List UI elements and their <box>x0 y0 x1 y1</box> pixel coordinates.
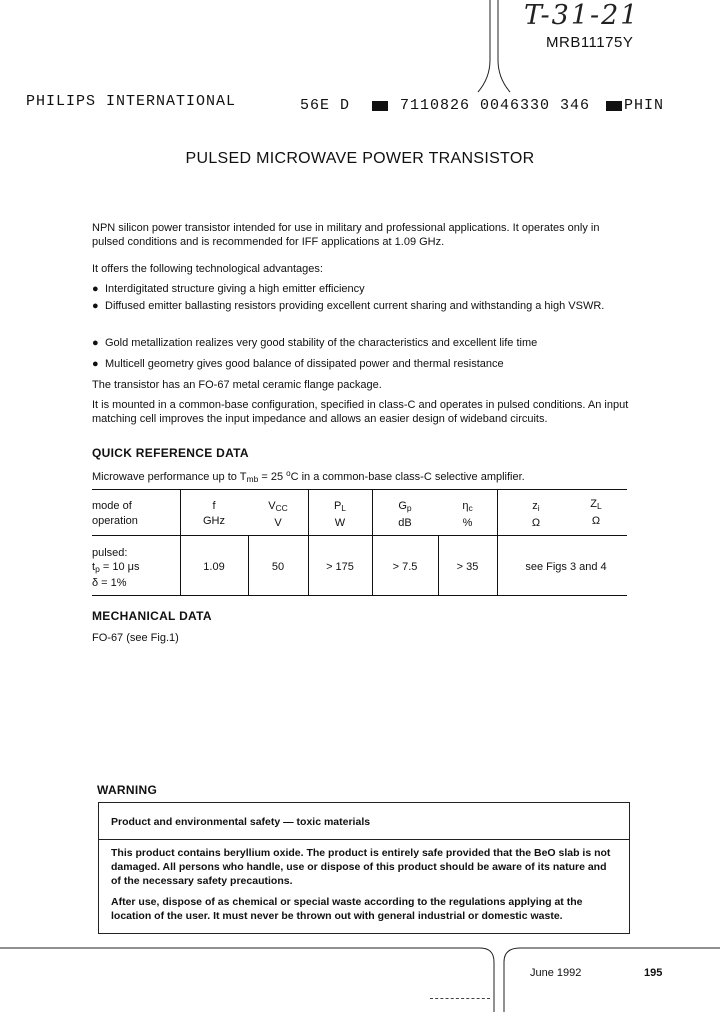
condition-text: Microwave performance up to T <box>92 471 247 483</box>
bullet-dot-icon: ● <box>92 300 99 312</box>
header-mode <box>92 499 138 529</box>
row-impedance: see Figs 3 and 4 <box>525 561 607 573</box>
footer-rule <box>0 930 720 1012</box>
header-efficiency <box>438 499 497 531</box>
frequency-symbol: f <box>212 500 216 512</box>
section-code: 56E D <box>300 97 351 114</box>
zl-sub: L <box>597 501 602 511</box>
zl-unit: Ω <box>591 515 601 527</box>
vcc-symbol: V <box>268 500 276 512</box>
mechanical-text: FO-67 (see Fig.1) <box>92 632 179 644</box>
bullet-text: Multicell geometry gives good balance of dissipated power and thermal resistance <box>105 358 504 370</box>
mounting-text: It is mounted in a common-base configuration, specified in class-C and operates in pulsed conditions. An input matching cell improves the input impedance and allows an easier design of wideband circuits. <box>92 399 629 425</box>
condition-suffix: C in a common-base class-C selective amplifier. <box>290 471 525 483</box>
condition-degree: o <box>286 469 291 478</box>
vcc-sub: CC <box>275 503 288 513</box>
black-mark-2 <box>606 101 622 111</box>
gp-symbol: G <box>398 500 407 512</box>
quick-reference-heading: QUICK REFERENCE DATA <box>92 446 249 460</box>
bullet-dot-icon: ● <box>92 358 99 370</box>
tp-sub: p <box>95 564 100 574</box>
warning-heading: WARNING <box>97 783 158 797</box>
row-frequency: 1.09 <box>203 561 225 573</box>
gp-sub: p <box>406 503 412 513</box>
bullet-text: Gold metallization realizes very good stability of the characteristics and excellent life time <box>105 337 538 349</box>
row-mode <box>92 546 139 590</box>
pl-unit: W <box>334 517 346 529</box>
handwritten-reference: T-31-21 <box>524 0 640 31</box>
part-number: MRB11175Y <box>546 34 634 51</box>
bullet-text: Interdigitated structure giving a high emitter efficiency <box>105 283 365 295</box>
table-top-rule <box>92 489 627 490</box>
eta-symbol: η <box>462 500 469 512</box>
warning-paragraph-2: After use, dispose of as chemical or special waste according to the regulations applying at the location of the user. It must never be thrown out with general industrial or domestic waste. <box>111 896 583 922</box>
condition-eq: = 25 <box>258 471 287 483</box>
header-gain <box>372 499 438 531</box>
bullet-dot-icon: ● <box>92 337 99 349</box>
company-name: PHILIPS INTERNATIONAL <box>26 93 237 110</box>
warning-box <box>98 802 630 934</box>
bullet-item <box>92 357 625 371</box>
advantages-lead: It offers the following technological advantages: <box>92 263 323 275</box>
pl-symbol: P <box>333 500 342 512</box>
zl-symbol: Z <box>590 498 597 510</box>
footer-page-number: 195 <box>644 967 663 979</box>
duty-cycle: δ = 1% <box>92 577 127 589</box>
pl-sub: L <box>341 503 347 513</box>
black-mark-1 <box>372 101 388 111</box>
header-zl <box>568 497 624 529</box>
eta-unit: % <box>462 517 473 529</box>
warning-paragraph-1: This product contains beryllium oxide. The product is entirely safe provided that the BeO slab is not damaged. All persons who handle, use or dispose of this product should be aware of its nature and of the necessary safety precautions. <box>111 847 611 887</box>
bullet-item <box>92 299 605 313</box>
table-header-rule <box>92 535 627 536</box>
bullet-dot-icon: ● <box>92 283 99 295</box>
header-frequency <box>180 499 248 529</box>
row-mode-line1: pulsed: <box>92 547 128 559</box>
row-efficiency: > 35 <box>456 561 479 573</box>
warning-box-divider <box>99 839 629 840</box>
mode-label-line1: mode of <box>92 500 132 512</box>
footer-date: June 1992 <box>530 967 582 979</box>
bullet-text: Diffused emitter ballasting resistors providing excellent current sharing and withstanding a high VSWR. <box>105 300 605 312</box>
quick-reference-condition <box>92 467 632 486</box>
gp-unit: dB <box>398 517 412 529</box>
catalog-code: 7110826 0046330 346 <box>400 97 591 114</box>
phin-suffix: PHIN <box>624 97 665 114</box>
bullet-item <box>92 282 625 296</box>
vcc-unit: V <box>274 517 282 529</box>
tp-symbol: t <box>92 561 96 573</box>
table-bottom-rule <box>92 595 627 596</box>
row-gain: > 7.5 <box>392 561 418 573</box>
mode-label-line2: operation <box>92 515 138 527</box>
tp-value: = 10 μs <box>99 561 140 573</box>
row-vcc: 50 <box>271 561 285 573</box>
zi-sub: i <box>537 503 540 513</box>
frequency-unit: GHz <box>203 515 225 527</box>
mechanical-heading: MECHANICAL DATA <box>92 609 212 623</box>
intro-paragraph: NPN silicon power transistor intended for use in military and professional applications. It operates only in pulsed conditions and is recommended for IFF applications at 1.09 GHz. <box>92 222 600 248</box>
warning-box-title: Product and environmental safety — toxic materials <box>111 816 371 828</box>
row-output-power: > 175 <box>326 561 354 573</box>
package-text: The transistor has an FO-67 metal ceramic flange package. <box>92 379 382 391</box>
eta-sub: c <box>468 503 473 513</box>
table-col-divider <box>497 489 498 595</box>
zi-unit: Ω <box>531 517 541 529</box>
zi-symbol: z <box>532 500 538 512</box>
header-zi <box>508 499 564 531</box>
condition-sub: mb <box>246 474 259 484</box>
header-output-power <box>308 499 372 531</box>
bullet-item <box>92 336 625 350</box>
header-vcc <box>248 499 308 531</box>
page-title: PULSED MICROWAVE POWER TRANSISTOR <box>185 150 535 167</box>
footer-dash-marks <box>430 998 490 1000</box>
header-bracket-lines <box>470 0 530 95</box>
